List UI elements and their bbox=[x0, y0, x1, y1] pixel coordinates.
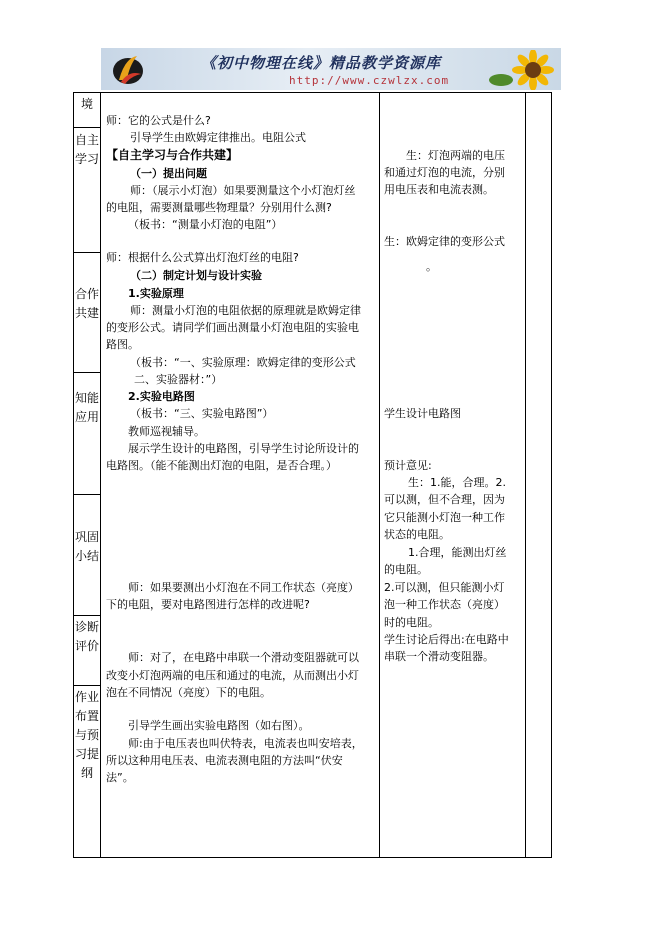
section-label-context: 境 bbox=[80, 97, 93, 111]
teacher-line: 师：对了，在电路中串联一个滑动变阻器就可以 bbox=[128, 651, 359, 664]
teacher-line: 的电阻，需要测量哪些物理量？分别用什么测? bbox=[106, 201, 332, 214]
teacher-line: 师：根据什么公式算出灯泡灯丝的电阻? bbox=[106, 251, 299, 264]
teacher-line: 师：如果要测出小灯泡在不同工作状态（亮度） bbox=[128, 581, 359, 594]
teacher-line: 师：它的公式是什么? bbox=[106, 114, 211, 127]
teacher-line: 引导学生画出实验电路图（如右图）。 bbox=[128, 719, 310, 732]
row-divider bbox=[74, 685, 100, 686]
student-line: 和通过灯泡的电流，分别 bbox=[384, 166, 505, 179]
banner-url[interactable]: http://www.czwlzx.com bbox=[289, 74, 450, 87]
teacher-line: 师：测量小灯泡的电阻依据的原理就是欧姆定律 bbox=[130, 304, 361, 317]
col-divider bbox=[100, 93, 101, 857]
student-line: 1.合理，能测出灯丝 bbox=[408, 546, 507, 559]
student-line: 的电阻。 bbox=[384, 563, 428, 576]
teacher-line: 所以这种用电压表、电流表测电阻的方法叫“伏安 bbox=[106, 754, 343, 767]
teacher-line: 师:由于电压表也叫伏特表，电流表也叫安培表， bbox=[128, 737, 363, 750]
student-line: 学生讨论后得出:在电路中 bbox=[384, 633, 509, 646]
student-line: 2.可以测，但只能测小灯 bbox=[384, 581, 505, 594]
teacher-line: 展示学生设计的电路图，引导学生讨论所设计的 bbox=[128, 442, 359, 455]
blackboard-note: （板书：“一、实验原理：欧姆定律的变形公式 bbox=[130, 356, 356, 369]
subsection-heading: 1.实验原理 bbox=[128, 287, 184, 300]
section-heading: 【自主学习与合作共建】 bbox=[106, 148, 239, 162]
col-divider bbox=[379, 93, 380, 857]
teacher-line: 师：（展示小灯泡）如果要测量这个小灯泡灯丝 bbox=[130, 184, 356, 197]
student-line: 生：1.能，合理。2. bbox=[408, 476, 506, 489]
header-banner bbox=[101, 48, 561, 90]
subsection-heading: 2.实验电路图 bbox=[128, 390, 195, 403]
row-divider bbox=[74, 494, 100, 495]
student-line: 生：灯泡两端的电压 bbox=[406, 149, 505, 162]
section-label-summary: 巩固小结 bbox=[74, 530, 99, 563]
blackboard-note: 二、实验器材：”） bbox=[134, 373, 223, 386]
sunflower-icon bbox=[485, 50, 555, 90]
student-line: 串联一个滑动变阻器。 bbox=[384, 650, 494, 663]
student-line: 。 bbox=[426, 260, 437, 273]
teacher-line: 改变小灯泡两端的电压和通过的电流，从而测出小灯 bbox=[106, 669, 359, 682]
blackboard-note: （板书：“三、实验电路图”） bbox=[130, 407, 274, 420]
teacher-line: 教师巡视辅导。 bbox=[128, 425, 205, 438]
row-divider bbox=[74, 372, 100, 373]
section-label-cooperation: 合作共建 bbox=[74, 287, 99, 320]
section-label-evaluation: 诊断评价 bbox=[74, 620, 99, 653]
student-line: 可以测，但不合理，因为 bbox=[384, 493, 505, 506]
blackboard-note: （板书：“测量小灯泡的电阻”） bbox=[128, 218, 283, 231]
row-divider bbox=[74, 127, 100, 128]
student-line: 它只能测小灯泡一种工作 bbox=[384, 511, 505, 524]
section-label-application: 知能应用 bbox=[74, 391, 99, 424]
row-divider bbox=[74, 615, 100, 616]
teacher-line: 泡在不同情况（亮度）下的电阻。 bbox=[106, 686, 271, 699]
student-line: 预计意见: bbox=[384, 459, 432, 472]
banner-title: 《初中物理在线》精品教学资源库 bbox=[201, 54, 442, 72]
section-label-self-study: 自主学习 bbox=[74, 133, 99, 166]
student-line: 时的电阻。 bbox=[384, 616, 439, 629]
student-line: 生：欧姆定律的变形公式 bbox=[384, 235, 505, 248]
teacher-line: 电路图。（能不能测出灯泡的电阻，是否合理。） bbox=[106, 459, 337, 472]
lesson-table bbox=[73, 92, 552, 858]
section-label-homework: 作业布置与预习提纲 bbox=[74, 690, 99, 780]
student-line: 状态的电阻。 bbox=[384, 528, 450, 541]
teacher-line: 法”。 bbox=[106, 771, 134, 784]
student-line: 泡一种工作状态（亮度） bbox=[384, 598, 505, 611]
teacher-line: 的变形公式。请同学们画出测量小灯泡电阻的实验电 bbox=[106, 321, 359, 334]
subsection-heading: （一）提出问题 bbox=[130, 167, 207, 180]
teacher-line: 引导学生由欧姆定律推出。电阻公式 bbox=[130, 131, 306, 144]
subsection-heading: （二）制定计划与设计实验 bbox=[130, 269, 262, 282]
student-line: 用电压表和电流表测。 bbox=[384, 183, 494, 196]
teacher-line: 下的电阻，要对电路图进行怎样的改进呢? bbox=[106, 598, 310, 611]
site-logo bbox=[109, 50, 147, 88]
col-divider bbox=[525, 93, 526, 857]
row-divider bbox=[74, 252, 100, 253]
student-line: 学生设计电路图 bbox=[384, 407, 461, 420]
teacher-line: 路图。 bbox=[106, 338, 139, 351]
